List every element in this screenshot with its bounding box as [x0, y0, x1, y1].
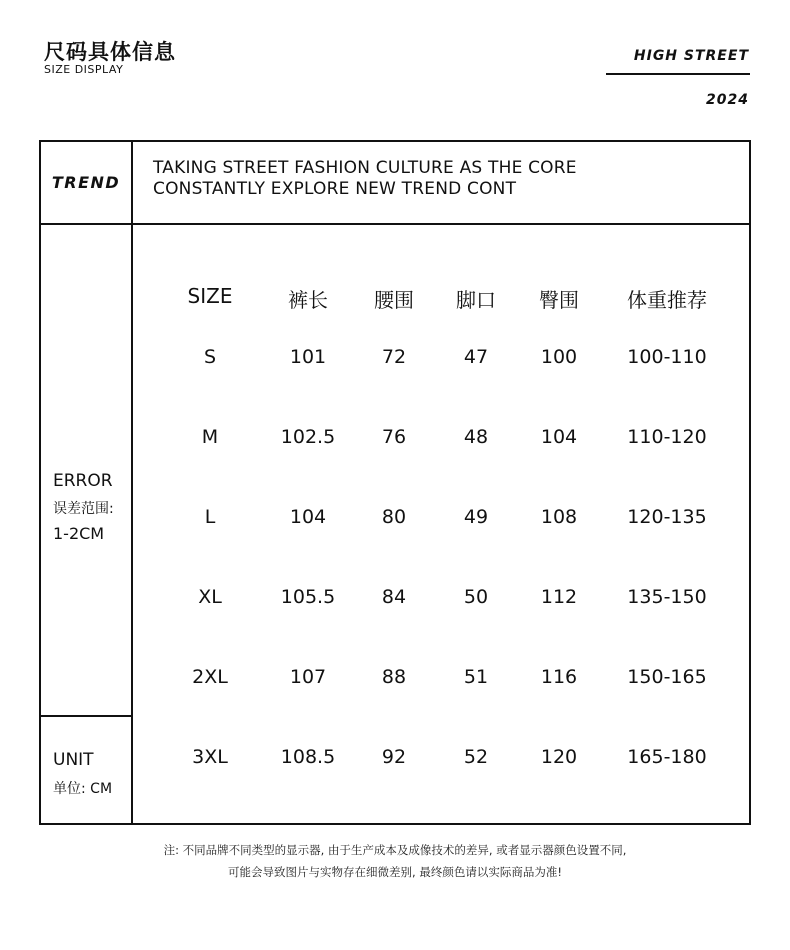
column-header-waist: 腰围	[374, 288, 414, 312]
table-cell-waist: 92	[381, 746, 407, 768]
table-cell-size: M	[201, 426, 219, 448]
column-header-length: 裤长	[288, 288, 328, 312]
table-cell-waist: 84	[381, 586, 407, 608]
footer-note-line-2: 可能会导致图片与实物存在细微差别, 最终颜色请以实际商品为准!	[228, 865, 562, 879]
column-header-size: SIZE	[187, 284, 233, 308]
brand-label: HIGH STREET	[633, 48, 749, 64]
unit-label: UNIT	[53, 750, 94, 770]
table-cell-hem: 48	[463, 426, 489, 448]
trend-tag: TREND	[51, 173, 121, 192]
table-cell-waist: 72	[381, 346, 407, 368]
slogan-line-2: CONSTANTLY EXPLORE NEW TREND CONT	[153, 179, 517, 199]
table-cell-size: L	[204, 506, 216, 528]
footer-note-line-1: 注: 不同品牌不同类型的显示器, 由于生产成本及成像技术的差异, 或者显示器颜色设置不同,	[163, 843, 627, 857]
error-value: 1-2CM	[53, 524, 105, 543]
table-cell-length: 105.5	[280, 586, 336, 608]
error-label-cn: 误差范围:	[53, 501, 114, 517]
page-title: 尺码具体信息	[44, 39, 176, 64]
table-cell-length: 108.5	[280, 746, 336, 768]
table-cell-hem: 52	[463, 746, 489, 768]
table-cell-hip: 108	[540, 506, 578, 528]
table-cell-weight: 110-120	[627, 426, 707, 448]
table-cell-waist: 80	[381, 506, 407, 528]
table-cell-weight: 120-135	[627, 506, 707, 528]
table-cell-hip: 116	[540, 666, 578, 688]
table-cell-length: 107	[289, 666, 327, 688]
table-cell-weight: 100-110	[627, 346, 707, 368]
table-cell-hem: 51	[463, 666, 489, 688]
table-cell-hem: 47	[463, 346, 489, 368]
table-cell-waist: 76	[381, 426, 407, 448]
table-cell-hip: 104	[540, 426, 578, 448]
page-subtitle: SIZE DISPLAY	[44, 63, 124, 76]
table-cell-length: 101	[289, 346, 327, 368]
table-cell-hip: 120	[540, 746, 578, 768]
table-cell-hip: 100	[540, 346, 578, 368]
table-cell-hem: 50	[463, 586, 489, 608]
column-header-hip: 臀围	[539, 288, 579, 312]
table-cell-weight: 165-180	[627, 746, 707, 768]
table-cell-waist: 88	[381, 666, 407, 688]
table-cell-length: 102.5	[280, 426, 336, 448]
column-header-weight: 体重推荐	[627, 288, 707, 312]
slogan-line-1: TAKING STREET FASHION CULTURE AS THE CORE	[153, 158, 577, 178]
table-cell-size: S	[203, 346, 217, 368]
table-cell-hem: 49	[463, 506, 489, 528]
table-cell-size: 2XL	[192, 666, 228, 688]
column-header-hem: 脚口	[456, 288, 496, 312]
table-cell-size: XL	[198, 586, 222, 608]
error-label: ERROR	[53, 471, 113, 491]
table-cell-size: 3XL	[192, 746, 228, 768]
table-cell-weight: 150-165	[627, 666, 707, 688]
unit-label-cn: 单位: CM	[53, 781, 113, 797]
table-cell-weight: 135-150	[627, 586, 707, 608]
year-label: 2024	[706, 92, 749, 108]
table-cell-hip: 112	[540, 586, 578, 608]
table-cell-length: 104	[289, 506, 327, 528]
